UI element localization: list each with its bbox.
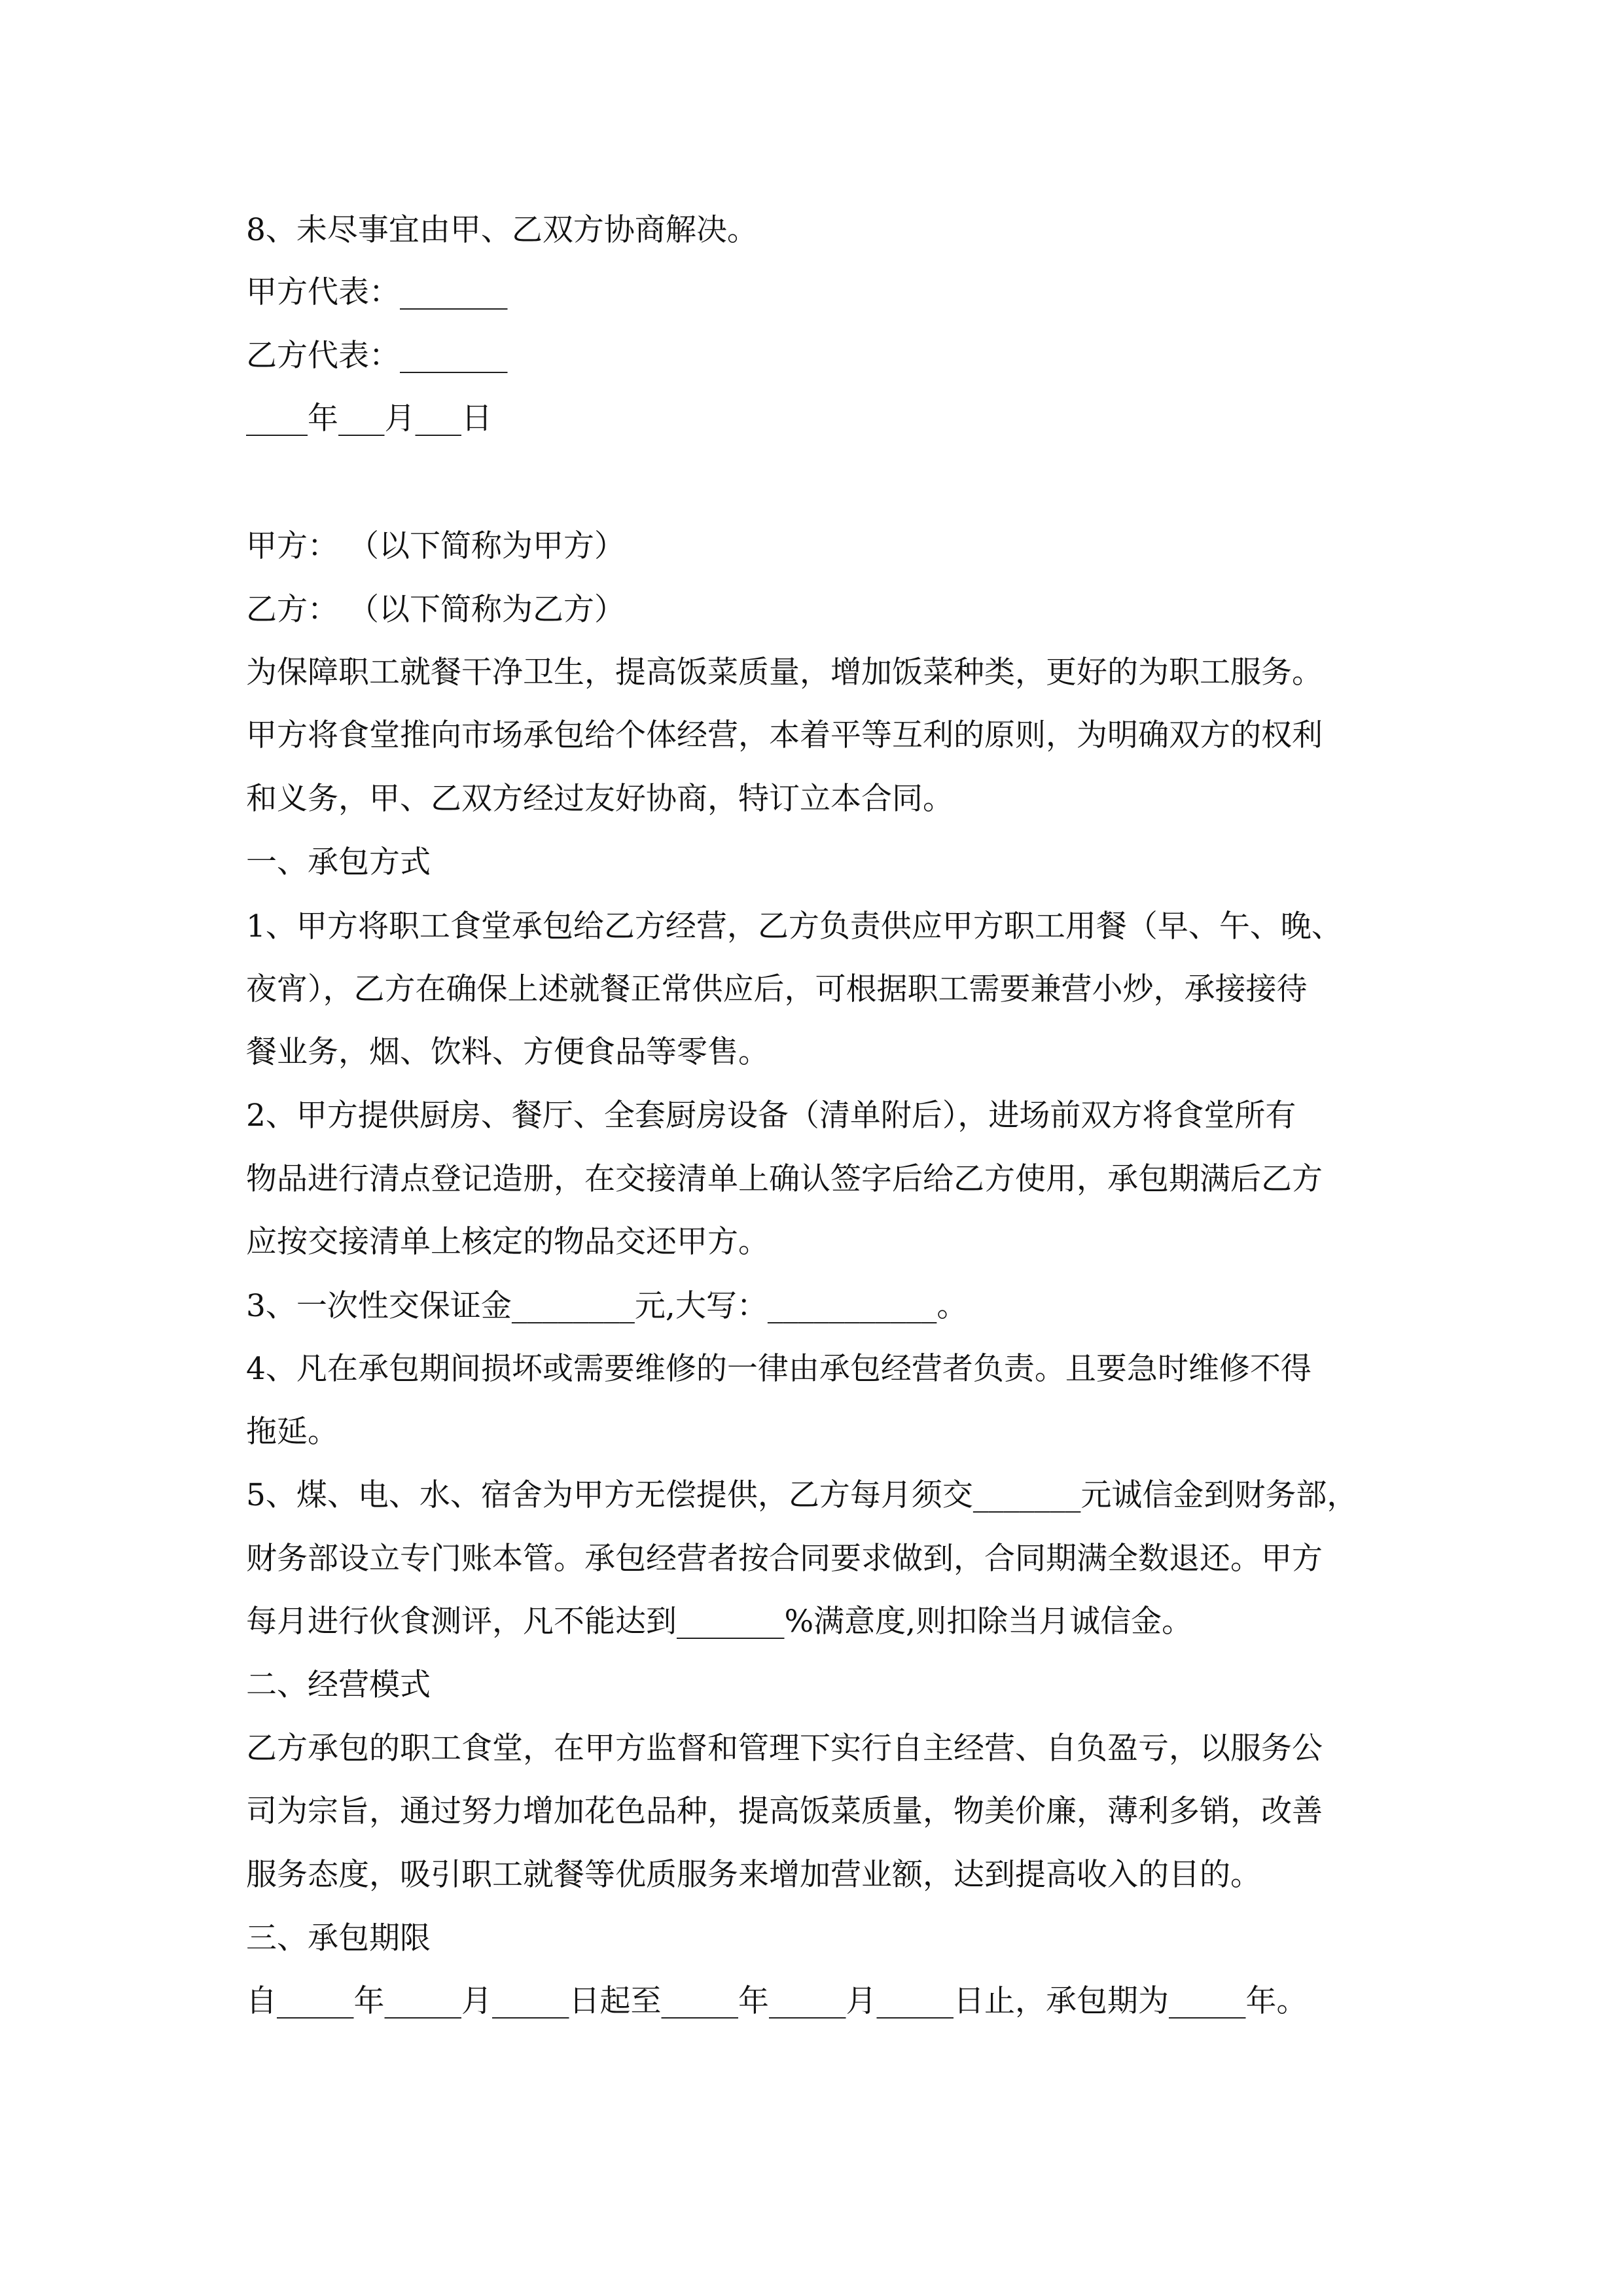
item-5-line-3: 每月进行伙食测评，凡不能达到_______%满意度,则扣除当月诚信金。 [246, 1604, 1193, 1640]
date-line: ____年___月___日 [246, 401, 492, 437]
item-5-line-1: 5、煤、电、水、宿舍为甲方无偿提供，乙方每月须交_______元诚信金到财务部， [246, 1477, 1358, 1513]
party-a-line: 甲方： （以下简称为甲方） [246, 528, 625, 564]
item-1-line-1: 1、甲方将职工食堂承包给乙方经营，乙方负责供应甲方职工用餐（早、午、晚、 [246, 908, 1342, 944]
clause-8-line: 8、未尽事宜由甲、乙双方协商解决。 [246, 212, 758, 248]
section-3-line-1: 自_____年_____月_____日起至_____年_____月_____日止，承包期为_____年。 [246, 1983, 1308, 2019]
item-4-line-1: 4、凡在承包期间损坏或需要维修的一律由承包经营者负责。且要急时维修不得 [246, 1351, 1311, 1387]
section-1-heading: 一、承包方式 [246, 844, 431, 880]
item-2-line-2: 物品进行清点登记造册，在交接清单上确认签字后给乙方使用，承包期满后乙方 [246, 1161, 1323, 1197]
item-2-line-3: 应按交接清单上核定的物品交还甲方。 [246, 1224, 769, 1260]
item-3-line: 3、一次性交保证金________元,大写：___________。 [246, 1288, 968, 1324]
section-3-heading: 三、承包期限 [246, 1920, 431, 1956]
preamble-line-3: 和义务，甲、乙双方经过友好协商，特订立本合同。 [246, 781, 954, 817]
preamble-line-1: 为保障职工就餐干净卫生，提高饭菜质量，增加饭菜种类，更好的为职工服务。 [246, 655, 1323, 691]
party-b-rep-line: 乙方代表：_______ [246, 338, 508, 374]
item-4-line-2: 拖延。 [246, 1414, 338, 1450]
section-2-line-2: 司为宗旨，通过努力增加花色品种，提高饭菜质量，物美价廉，薄利多销，改善 [246, 1793, 1323, 1829]
item-1-line-2: 夜宵），乙方在确保上述就餐正常供应后，可根据职工需要兼营小炒，承接接待 [246, 971, 1308, 1007]
section-2-line-1: 乙方承包的职工食堂，在甲方监督和管理下实行自主经营、自负盈亏，以服务公 [246, 1731, 1323, 1767]
item-1-line-3: 餐业务，烟、饮料、方便食品等零售。 [246, 1034, 769, 1070]
section-2-heading: 二、经营模式 [246, 1667, 431, 1703]
party-b-line: 乙方： （以下简称为乙方） [246, 592, 625, 628]
party-a-rep-line: 甲方代表：_______ [246, 274, 508, 310]
item-5-line-2: 财务部设立专门账本管。承包经营者按合同要求做到，合同期满全数退还。甲方 [246, 1541, 1323, 1577]
preamble-line-2: 甲方将食堂推向市场承包给个体经营，本着平等互利的原则，为明确双方的权利 [246, 717, 1323, 753]
section-2-line-3: 服务态度，吸引职工就餐等优质服务来增加营业额，达到提高收入的目的。 [246, 1857, 1261, 1893]
item-2-line-1: 2、甲方提供厨房、餐厅、全套厨房设备（清单附后），进场前双方将食堂所有 [246, 1098, 1296, 1134]
